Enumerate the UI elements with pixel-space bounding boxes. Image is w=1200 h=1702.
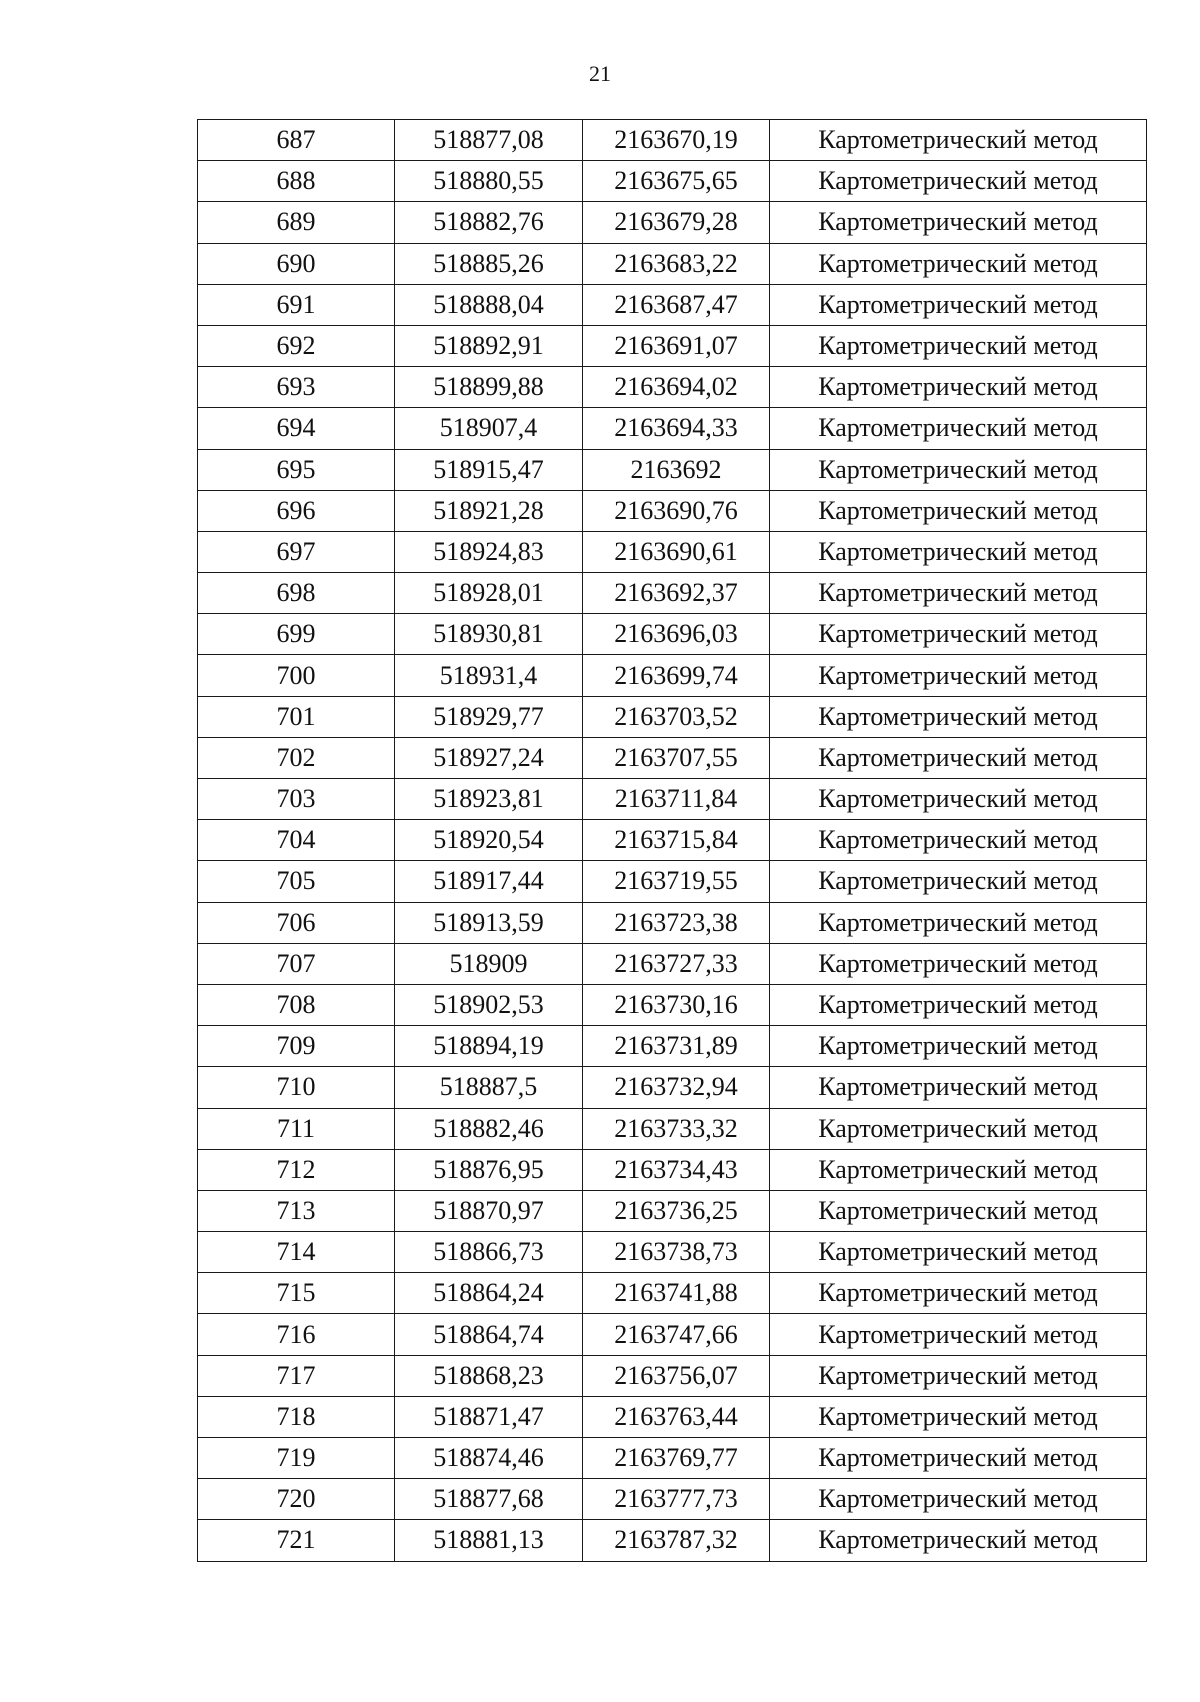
- y-coordinate-cell: 2163732,94: [583, 1067, 770, 1108]
- method-cell: Картометрический метод: [770, 1232, 1147, 1273]
- method-cell: Картометрический метод: [770, 984, 1147, 1025]
- y-coordinate-cell: 2163703,52: [583, 696, 770, 737]
- x-coordinate-cell: 518915,47: [395, 449, 583, 490]
- table-row: [198, 1149, 1147, 1190]
- method-cell: Картометрический метод: [770, 573, 1147, 614]
- point-number-cell: 714: [198, 1232, 395, 1273]
- table-row: [198, 779, 1147, 820]
- point-number-cell: 717: [198, 1355, 395, 1396]
- table-row: [198, 367, 1147, 408]
- method-cell: Картометрический метод: [770, 243, 1147, 284]
- x-coordinate-cell: 518877,08: [395, 120, 583, 161]
- y-coordinate-cell: 2163670,19: [583, 120, 770, 161]
- point-number-cell: 702: [198, 737, 395, 778]
- point-number-cell: 707: [198, 943, 395, 984]
- point-number-cell: 721: [198, 1520, 395, 1561]
- point-number-cell: 704: [198, 820, 395, 861]
- method-cell: Картометрический метод: [770, 902, 1147, 943]
- method-cell: Картометрический метод: [770, 408, 1147, 449]
- y-coordinate-cell: 2163694,02: [583, 367, 770, 408]
- point-number-cell: 713: [198, 1190, 395, 1231]
- point-number-cell: 690: [198, 243, 395, 284]
- x-coordinate-cell: 518864,74: [395, 1314, 583, 1355]
- table-row: [198, 202, 1147, 243]
- x-coordinate-cell: 518909: [395, 943, 583, 984]
- point-number-cell: 708: [198, 984, 395, 1025]
- x-coordinate-cell: 518899,88: [395, 367, 583, 408]
- table-row: [198, 1108, 1147, 1149]
- x-coordinate-cell: 518931,4: [395, 655, 583, 696]
- x-coordinate-cell: 518870,97: [395, 1190, 583, 1231]
- table-row: [198, 1067, 1147, 1108]
- y-coordinate-cell: 2163691,07: [583, 325, 770, 366]
- table-row: [198, 696, 1147, 737]
- page-number: 21: [589, 61, 611, 86]
- table-row: [198, 984, 1147, 1025]
- y-coordinate-cell: 2163769,77: [583, 1438, 770, 1479]
- x-coordinate-cell: 518880,55: [395, 161, 583, 202]
- y-coordinate-cell: 2163719,55: [583, 861, 770, 902]
- x-coordinate-cell: 518907,4: [395, 408, 583, 449]
- point-number-cell: 691: [198, 284, 395, 325]
- table-row: [198, 1479, 1147, 1520]
- table-row: [198, 614, 1147, 655]
- x-coordinate-cell: 518888,04: [395, 284, 583, 325]
- y-coordinate-cell: 2163741,88: [583, 1273, 770, 1314]
- x-coordinate-cell: 518930,81: [395, 614, 583, 655]
- x-coordinate-cell: 518894,19: [395, 1026, 583, 1067]
- point-number-cell: 696: [198, 490, 395, 531]
- y-coordinate-cell: 2163777,73: [583, 1479, 770, 1520]
- table-row: [198, 284, 1147, 325]
- table-row: [198, 161, 1147, 202]
- point-number-cell: 703: [198, 779, 395, 820]
- method-cell: Картометрический метод: [770, 1190, 1147, 1231]
- y-coordinate-cell: 2163711,84: [583, 779, 770, 820]
- y-coordinate-cell: 2163694,33: [583, 408, 770, 449]
- table-row: [198, 573, 1147, 614]
- method-cell: Картометрический метод: [770, 1149, 1147, 1190]
- coordinates-table: [197, 119, 1147, 1562]
- method-cell: Картометрический метод: [770, 367, 1147, 408]
- y-coordinate-cell: 2163692,37: [583, 573, 770, 614]
- y-coordinate-cell: 2163715,84: [583, 820, 770, 861]
- x-coordinate-cell: 518923,81: [395, 779, 583, 820]
- table-row: [198, 408, 1147, 449]
- point-number-cell: 709: [198, 1026, 395, 1067]
- point-number-cell: 687: [198, 120, 395, 161]
- y-coordinate-cell: 2163787,32: [583, 1520, 770, 1561]
- point-number-cell: 692: [198, 325, 395, 366]
- point-number-cell: 700: [198, 655, 395, 696]
- x-coordinate-cell: 518902,53: [395, 984, 583, 1025]
- method-cell: Картометрический метод: [770, 120, 1147, 161]
- x-coordinate-cell: 518927,24: [395, 737, 583, 778]
- table-row: [198, 655, 1147, 696]
- point-number-cell: 706: [198, 902, 395, 943]
- x-coordinate-cell: 518929,77: [395, 696, 583, 737]
- table-row: [198, 449, 1147, 490]
- x-coordinate-cell: 518920,54: [395, 820, 583, 861]
- x-coordinate-cell: 518913,59: [395, 902, 583, 943]
- table-row: [198, 820, 1147, 861]
- table-row: [198, 943, 1147, 984]
- y-coordinate-cell: 2163690,61: [583, 531, 770, 572]
- y-coordinate-cell: 2163692: [583, 449, 770, 490]
- y-coordinate-cell: 2163731,89: [583, 1026, 770, 1067]
- point-number-cell: 720: [198, 1479, 395, 1520]
- table-body: [198, 120, 1147, 1562]
- point-number-cell: 705: [198, 861, 395, 902]
- method-cell: Картометрический метод: [770, 161, 1147, 202]
- y-coordinate-cell: 2163734,43: [583, 1149, 770, 1190]
- method-cell: Картометрический метод: [770, 1396, 1147, 1437]
- point-number-cell: 688: [198, 161, 395, 202]
- table-row: [198, 1190, 1147, 1231]
- x-coordinate-cell: 518877,68: [395, 1479, 583, 1520]
- method-cell: Картометрический метод: [770, 1314, 1147, 1355]
- x-coordinate-cell: 518892,91: [395, 325, 583, 366]
- x-coordinate-cell: 518864,24: [395, 1273, 583, 1314]
- table-row: [198, 737, 1147, 778]
- y-coordinate-cell: 2163723,38: [583, 902, 770, 943]
- y-coordinate-cell: 2163738,73: [583, 1232, 770, 1273]
- method-cell: Картометрический метод: [770, 737, 1147, 778]
- x-coordinate-cell: 518868,23: [395, 1355, 583, 1396]
- table-row: [198, 325, 1147, 366]
- table-row: [198, 120, 1147, 161]
- table-row: [198, 531, 1147, 572]
- y-coordinate-cell: 2163687,47: [583, 284, 770, 325]
- table-row: [198, 902, 1147, 943]
- x-coordinate-cell: 518882,46: [395, 1108, 583, 1149]
- point-number-cell: 701: [198, 696, 395, 737]
- table-row: [198, 490, 1147, 531]
- point-number-cell: 689: [198, 202, 395, 243]
- table-row: [198, 1396, 1147, 1437]
- x-coordinate-cell: 518881,13: [395, 1520, 583, 1561]
- point-number-cell: 716: [198, 1314, 395, 1355]
- y-coordinate-cell: 2163690,76: [583, 490, 770, 531]
- method-cell: Картометрический метод: [770, 655, 1147, 696]
- x-coordinate-cell: 518882,76: [395, 202, 583, 243]
- y-coordinate-cell: 2163683,22: [583, 243, 770, 284]
- point-number-cell: 712: [198, 1149, 395, 1190]
- point-number-cell: 711: [198, 1108, 395, 1149]
- x-coordinate-cell: 518924,83: [395, 531, 583, 572]
- point-number-cell: 699: [198, 614, 395, 655]
- method-cell: Картометрический метод: [770, 1026, 1147, 1067]
- x-coordinate-cell: 518921,28: [395, 490, 583, 531]
- x-coordinate-cell: 518887,5: [395, 1067, 583, 1108]
- method-cell: Картометрический метод: [770, 325, 1147, 366]
- y-coordinate-cell: 2163730,16: [583, 984, 770, 1025]
- method-cell: Картометрический метод: [770, 614, 1147, 655]
- method-cell: Картометрический метод: [770, 1355, 1147, 1396]
- table-row: [198, 1314, 1147, 1355]
- point-number-cell: 694: [198, 408, 395, 449]
- y-coordinate-cell: 2163696,03: [583, 614, 770, 655]
- x-coordinate-cell: 518871,47: [395, 1396, 583, 1437]
- y-coordinate-cell: 2163756,07: [583, 1355, 770, 1396]
- x-coordinate-cell: 518928,01: [395, 573, 583, 614]
- point-number-cell: 710: [198, 1067, 395, 1108]
- y-coordinate-cell: 2163736,25: [583, 1190, 770, 1231]
- method-cell: Картометрический метод: [770, 820, 1147, 861]
- point-number-cell: 693: [198, 367, 395, 408]
- table-row: [198, 1232, 1147, 1273]
- table-row: [198, 1273, 1147, 1314]
- method-cell: Картометрический метод: [770, 1273, 1147, 1314]
- x-coordinate-cell: 518885,26: [395, 243, 583, 284]
- method-cell: Картометрический метод: [770, 1479, 1147, 1520]
- x-coordinate-cell: 518874,46: [395, 1438, 583, 1479]
- x-coordinate-cell: 518876,95: [395, 1149, 583, 1190]
- y-coordinate-cell: 2163707,55: [583, 737, 770, 778]
- table-row: [198, 1355, 1147, 1396]
- point-number-cell: 718: [198, 1396, 395, 1437]
- point-number-cell: 719: [198, 1438, 395, 1479]
- point-number-cell: 715: [198, 1273, 395, 1314]
- method-cell: Картометрический метод: [770, 696, 1147, 737]
- table-row: [198, 1520, 1147, 1561]
- method-cell: Картометрический метод: [770, 1108, 1147, 1149]
- method-cell: Картометрический метод: [770, 1067, 1147, 1108]
- x-coordinate-cell: 518917,44: [395, 861, 583, 902]
- method-cell: Картометрический метод: [770, 1438, 1147, 1479]
- table-row: [198, 861, 1147, 902]
- point-number-cell: 698: [198, 573, 395, 614]
- y-coordinate-cell: 2163763,44: [583, 1396, 770, 1437]
- method-cell: Картометрический метод: [770, 490, 1147, 531]
- x-coordinate-cell: 518866,73: [395, 1232, 583, 1273]
- y-coordinate-cell: 2163733,32: [583, 1108, 770, 1149]
- method-cell: Картометрический метод: [770, 284, 1147, 325]
- table-row: [198, 1438, 1147, 1479]
- table-row: [198, 1026, 1147, 1067]
- method-cell: Картометрический метод: [770, 449, 1147, 490]
- y-coordinate-cell: 2163727,33: [583, 943, 770, 984]
- method-cell: Картометрический метод: [770, 1520, 1147, 1561]
- method-cell: Картометрический метод: [770, 531, 1147, 572]
- y-coordinate-cell: 2163699,74: [583, 655, 770, 696]
- table-row: [198, 243, 1147, 284]
- y-coordinate-cell: 2163747,66: [583, 1314, 770, 1355]
- y-coordinate-cell: 2163675,65: [583, 161, 770, 202]
- method-cell: Картометрический метод: [770, 202, 1147, 243]
- point-number-cell: 697: [198, 531, 395, 572]
- method-cell: Картометрический метод: [770, 943, 1147, 984]
- method-cell: Картометрический метод: [770, 779, 1147, 820]
- method-cell: Картометрический метод: [770, 861, 1147, 902]
- y-coordinate-cell: 2163679,28: [583, 202, 770, 243]
- point-number-cell: 695: [198, 449, 395, 490]
